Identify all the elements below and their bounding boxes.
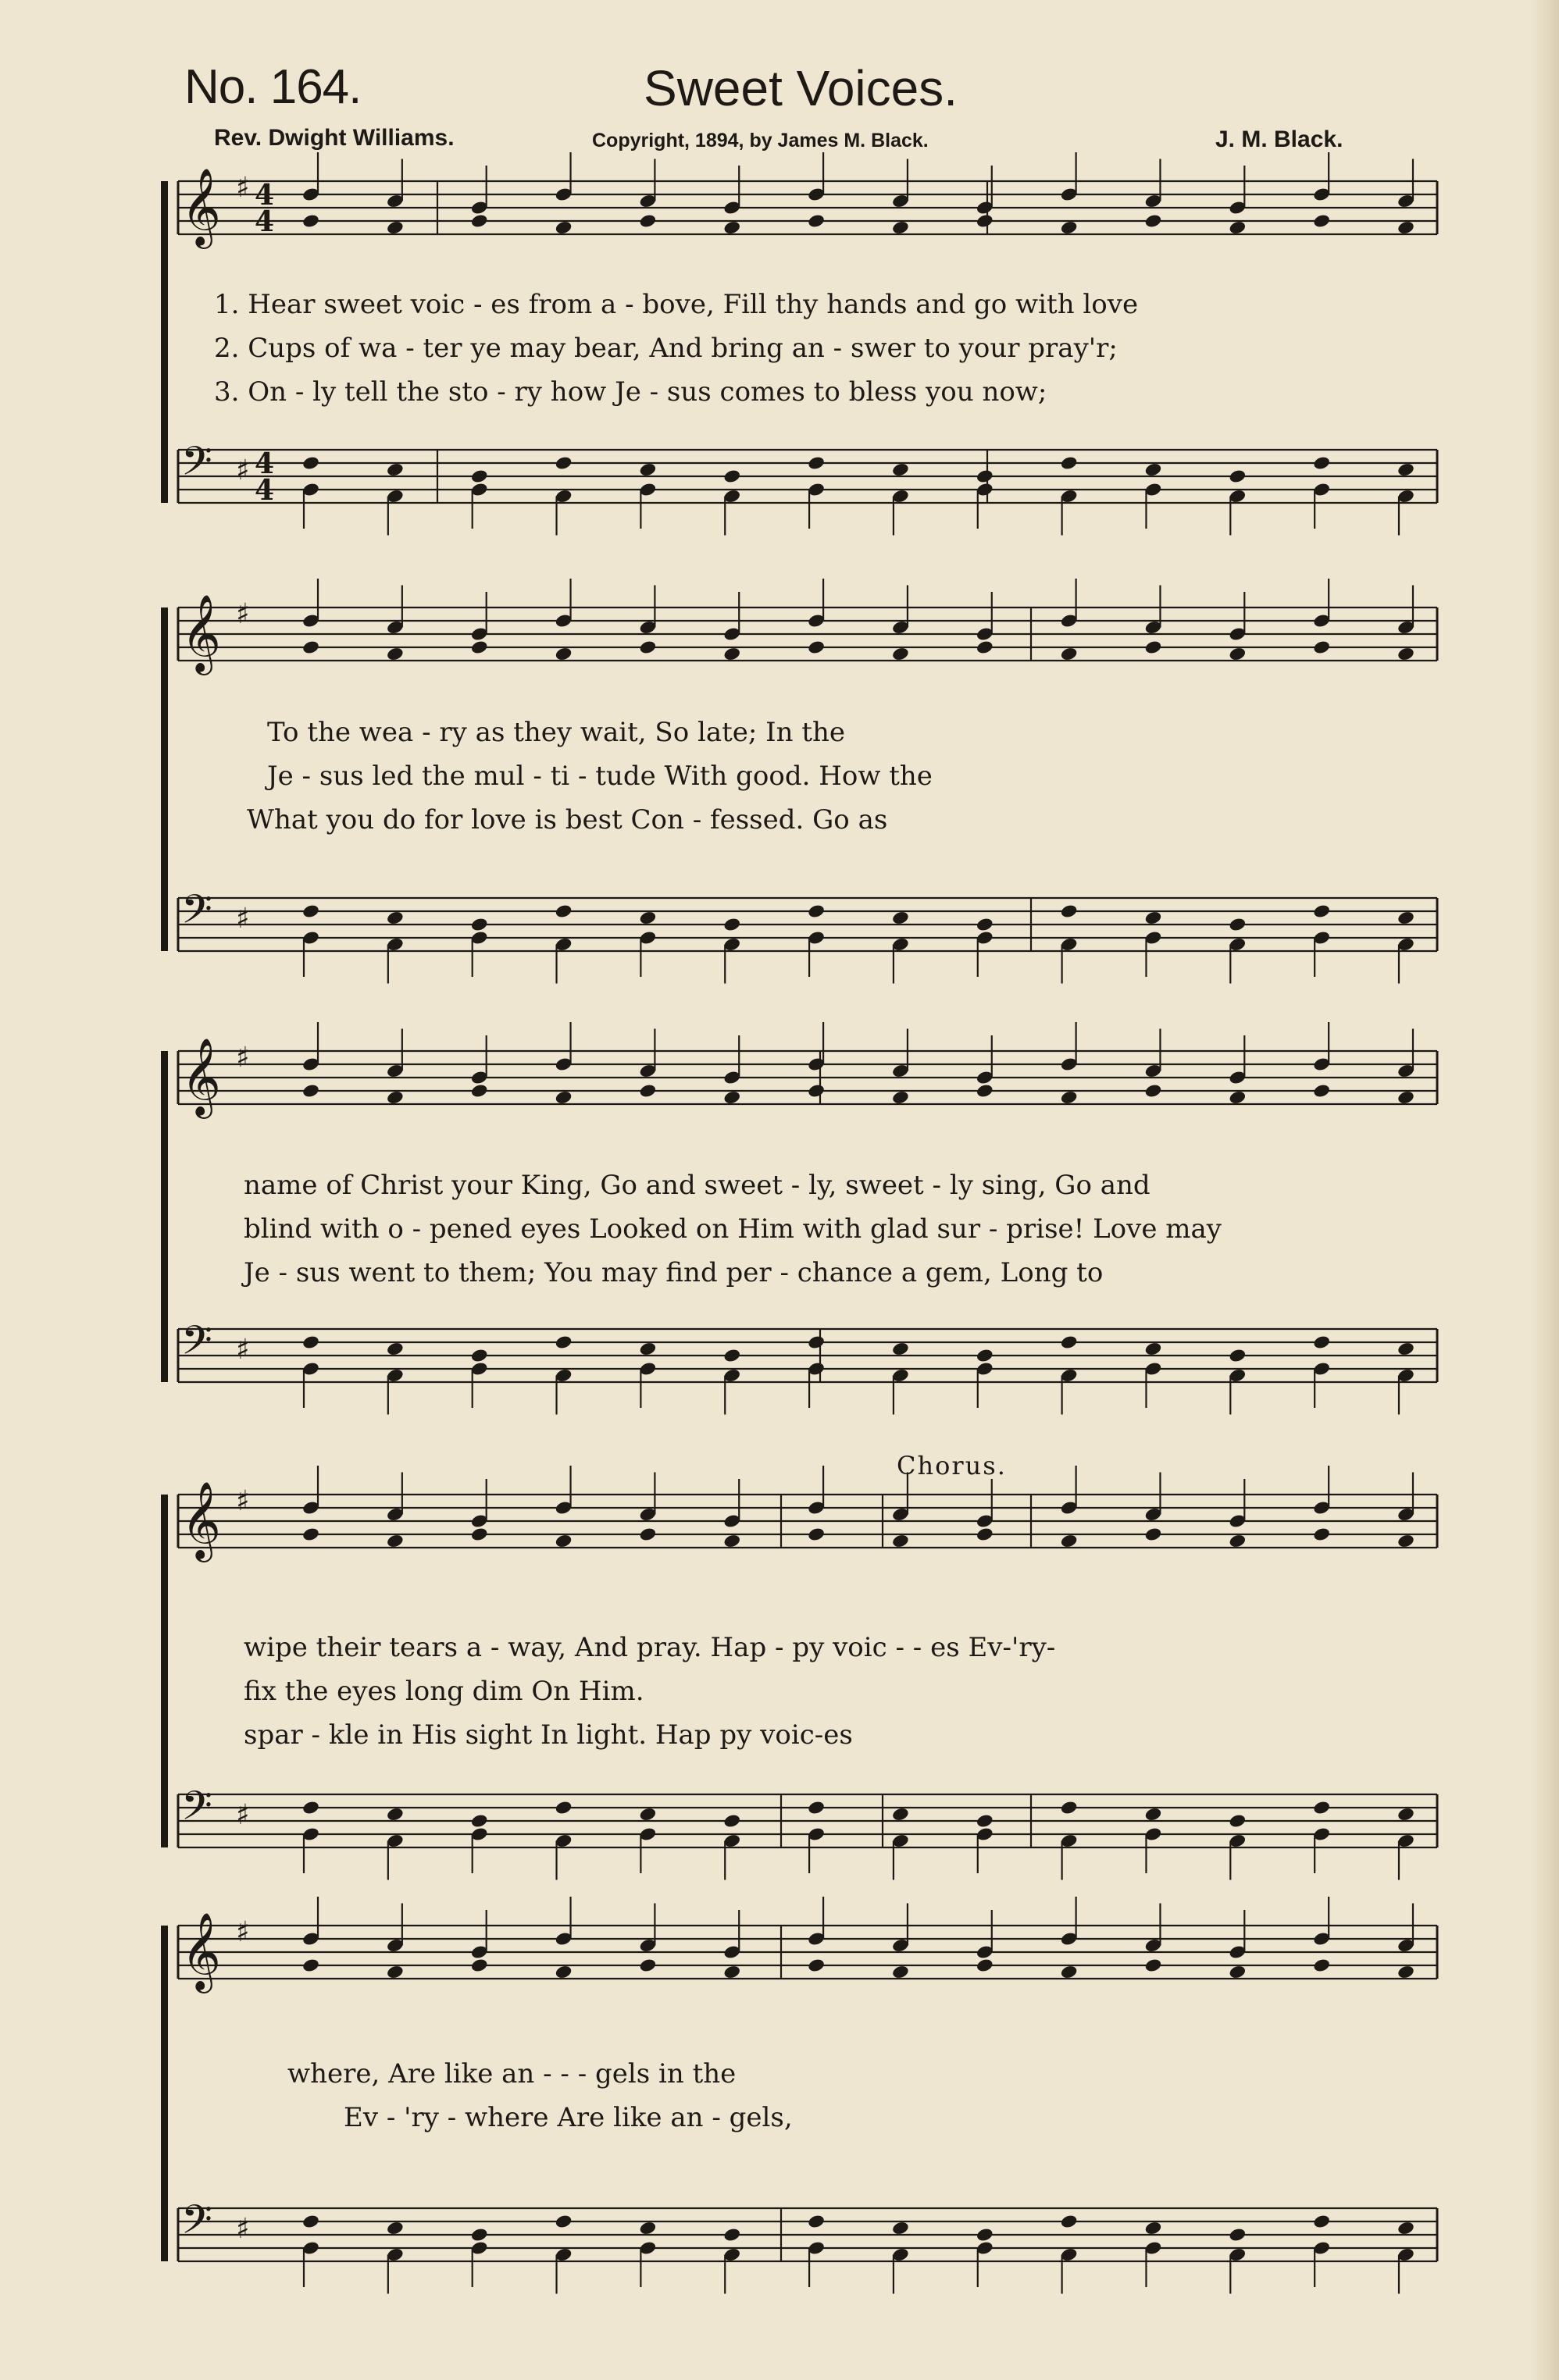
note-head (301, 640, 320, 655)
lyric-line: 2. Cups of wa - ter ye may bear, And bring an - swer to your pray'r; (214, 333, 1118, 364)
note-head (639, 2221, 658, 2236)
note-head (1397, 462, 1415, 478)
note-head (722, 1534, 741, 1549)
note-head (722, 469, 741, 484)
note-head (807, 213, 826, 229)
note-head (1060, 455, 1079, 471)
lyric-line: 3. On - ly tell the sto - ry how Je - sus comes to bless you now; (214, 376, 1047, 408)
note-head (555, 1965, 573, 1980)
note-head (1229, 647, 1247, 662)
note-head (807, 1083, 826, 1099)
note-head (1229, 220, 1247, 236)
note-head (301, 1958, 320, 1973)
note-head (1229, 1090, 1247, 1106)
note-head (722, 2227, 741, 2243)
note-head (722, 1813, 741, 1829)
note-head (976, 1527, 994, 1542)
note-head (1229, 469, 1247, 484)
note-head (1397, 1965, 1415, 1980)
note-head (1312, 213, 1331, 229)
note-head (555, 1800, 573, 1815)
bass-clef-icon: 𝄢 (181, 1316, 212, 1373)
note-head (1060, 1334, 1079, 1350)
note-head (1312, 2214, 1331, 2229)
note-head (976, 1958, 994, 1973)
note-head (1229, 1965, 1247, 1980)
note-head (1397, 1341, 1415, 1357)
lyric-line: Ev - 'ry - where Are like an - gels, (344, 2102, 793, 2133)
bass-clef-icon: 𝄢 (181, 437, 212, 494)
note-head (976, 2227, 994, 2243)
note-head (639, 1958, 658, 1973)
note-head (639, 640, 658, 655)
note-head (976, 1348, 994, 1363)
note-head (301, 1800, 320, 1815)
note-head (470, 640, 489, 655)
note-head (976, 213, 994, 229)
note-head (807, 455, 826, 471)
note-head (1312, 640, 1331, 655)
note-head (1229, 1813, 1247, 1829)
treble-clef-icon: 𝄞 (181, 1912, 221, 1990)
lyricist: Rev. Dwight Williams. (214, 125, 455, 151)
system-brace (161, 1926, 168, 2261)
note-head (386, 910, 405, 926)
time-signature: 4 (255, 205, 275, 238)
note-head (722, 1348, 741, 1363)
note-head (976, 640, 994, 655)
note-head (891, 1090, 910, 1106)
lyric-line: 1. Hear sweet voic - es from a - bove, Fill thy hands and go with love (214, 289, 1139, 320)
note-head (1144, 1958, 1163, 1973)
treble-clef-icon: 𝄞 (181, 594, 221, 672)
note-head (891, 462, 910, 478)
note-head (1144, 1807, 1163, 1822)
note-head (1144, 2221, 1163, 2236)
note-head (470, 1813, 489, 1829)
note-head (976, 917, 994, 932)
note-head (639, 1083, 658, 1099)
note-head (1060, 1800, 1079, 1815)
note-head (1312, 1800, 1331, 1815)
lyric-line: Je - sus led the mul - ti - tude With good. How the (267, 761, 933, 792)
note-head (1312, 1334, 1331, 1350)
sharp-icon: ♯ (236, 1916, 250, 1948)
note-head (386, 220, 405, 236)
chorus-label: Chorus. (897, 1451, 1007, 1480)
note-head (555, 455, 573, 471)
note-head (807, 1958, 826, 1973)
note-head (807, 1527, 826, 1542)
note-head (722, 220, 741, 236)
sharp-icon: ♯ (236, 1042, 250, 1074)
note-head (470, 1527, 489, 1542)
treble-clef-icon: 𝄞 (181, 168, 221, 246)
note-head (891, 1341, 910, 1357)
note-head (1060, 220, 1079, 236)
note-head (1229, 1534, 1247, 1549)
lyric-line: spar - kle in His sight In light. Hap py voic-es (244, 1719, 853, 1751)
note-head (891, 647, 910, 662)
sharp-icon: ♯ (236, 1334, 250, 1366)
note-head (1397, 2221, 1415, 2236)
note-head (470, 917, 489, 932)
note-head (1312, 1083, 1331, 1099)
note-head (555, 1534, 573, 1549)
treble-clef-icon: 𝄞 (181, 1038, 221, 1116)
note-head (301, 903, 320, 919)
note-head (891, 910, 910, 926)
note-head (807, 903, 826, 919)
note-head (470, 1083, 489, 1099)
note-head (1229, 917, 1247, 932)
note-head (1144, 213, 1163, 229)
note-head (1060, 1090, 1079, 1106)
lyric-line: where, Are like an - - - gels in the (287, 2058, 737, 2090)
note-head (1144, 640, 1163, 655)
note-head (555, 2214, 573, 2229)
note-head (301, 2214, 320, 2229)
note-head (639, 462, 658, 478)
note-head (1312, 1958, 1331, 1973)
note-head (470, 1958, 489, 1973)
note-head (555, 220, 573, 236)
note-head (1060, 2214, 1079, 2229)
note-head (722, 1090, 741, 1106)
lyric-line: To the wea - ry as they wait, So late; In the (267, 717, 845, 748)
lyric-line: blind with o - pened eyes Looked on Him with glad sur - prise! Love may (244, 1213, 1222, 1245)
note-head (976, 469, 994, 484)
note-head (1229, 1348, 1247, 1363)
note-head (301, 1334, 320, 1350)
note-head (639, 1341, 658, 1357)
hymn-title: Sweet Voices. (644, 60, 958, 116)
note-head (301, 1083, 320, 1099)
note-head (639, 213, 658, 229)
note-head (1144, 1527, 1163, 1542)
note-head (555, 903, 573, 919)
sharp-icon: ♯ (236, 2213, 250, 2245)
note-head (722, 917, 741, 932)
time-signature: 4 (255, 179, 275, 212)
note-head (386, 2221, 405, 2236)
note-head (1312, 1527, 1331, 1542)
note-head (386, 1807, 405, 1822)
time-signature: 4 (255, 447, 275, 480)
note-head (722, 647, 741, 662)
sharp-icon: ♯ (236, 1799, 250, 1831)
lyric-line: Je - sus went to them; You may find per - chance a gem, Long to (244, 1257, 1104, 1288)
time-signature: 4 (255, 474, 275, 507)
note-head (555, 647, 573, 662)
note-head (1312, 455, 1331, 471)
lyric-line: fix the eyes long dim On Him. (244, 1676, 644, 1707)
hymn-number: No. 164. (184, 60, 362, 114)
note-head (807, 1800, 826, 1815)
note-head (301, 213, 320, 229)
note-head (1397, 1534, 1415, 1549)
note-head (1229, 2227, 1247, 2243)
note-head (891, 2221, 910, 2236)
note-head (1144, 1341, 1163, 1357)
note-head (386, 1090, 405, 1106)
note-head (639, 910, 658, 926)
lyric-line: What you do for love is best Con - fessed. Go as (247, 804, 888, 835)
note-head (386, 462, 405, 478)
note-head (1397, 1090, 1415, 1106)
sharp-icon: ♯ (236, 903, 250, 935)
note-head (1144, 462, 1163, 478)
note-head (386, 647, 405, 662)
bass-clef-icon: 𝄢 (181, 885, 212, 942)
note-head (1060, 903, 1079, 919)
note-head (470, 469, 489, 484)
note-head (722, 1965, 741, 1980)
lyric-line: wipe their tears a - way, And pray. Hap - py voic - - es Ev-'ry- (244, 1632, 1056, 1663)
note-head (386, 1341, 405, 1357)
note-head (1060, 1965, 1079, 1980)
note-head (386, 1965, 405, 1980)
note-head (1144, 910, 1163, 926)
note-head (301, 1527, 320, 1542)
bass-clef-icon: 𝄢 (181, 1782, 212, 1839)
system-brace (161, 1495, 168, 1847)
note-head (891, 220, 910, 236)
note-head (1397, 647, 1415, 662)
note-head (301, 455, 320, 471)
note-head (555, 1090, 573, 1106)
note-head (470, 213, 489, 229)
note-head (470, 2227, 489, 2243)
sharp-icon: ♯ (236, 1485, 250, 1517)
system-brace (161, 181, 168, 503)
note-head (1397, 220, 1415, 236)
note-head (1397, 910, 1415, 926)
sharp-icon: ♯ (236, 454, 250, 486)
sharp-icon: ♯ (236, 172, 250, 204)
lyric-line: name of Christ your King, Go and sweet - ly, sweet - ly sing, Go and (244, 1170, 1151, 1201)
note-head (386, 1534, 405, 1549)
note-head (891, 1534, 910, 1549)
bass-clef-icon: 𝄢 (181, 2196, 212, 2253)
note-head (891, 1807, 910, 1822)
note-head (807, 1334, 826, 1350)
note-head (639, 1527, 658, 1542)
note-head (1060, 1534, 1079, 1549)
system-brace (161, 607, 168, 951)
note-head (1312, 903, 1331, 919)
sharp-icon: ♯ (236, 598, 250, 630)
note-head (1060, 647, 1079, 662)
note-head (555, 1334, 573, 1350)
note-head (1144, 1083, 1163, 1099)
note-head (976, 1813, 994, 1829)
note-head (976, 1083, 994, 1099)
composer: J. M. Black. (1215, 126, 1343, 152)
note-head (1397, 1807, 1415, 1822)
note-head (470, 1348, 489, 1363)
note-head (891, 1965, 910, 1980)
note-head (807, 2214, 826, 2229)
note-head (639, 1807, 658, 1822)
note-head (807, 640, 826, 655)
copyright-notice: Copyright, 1894, by James M. Black. (592, 130, 929, 151)
system-brace (161, 1051, 168, 1382)
treble-clef-icon: 𝄞 (181, 1481, 221, 1559)
